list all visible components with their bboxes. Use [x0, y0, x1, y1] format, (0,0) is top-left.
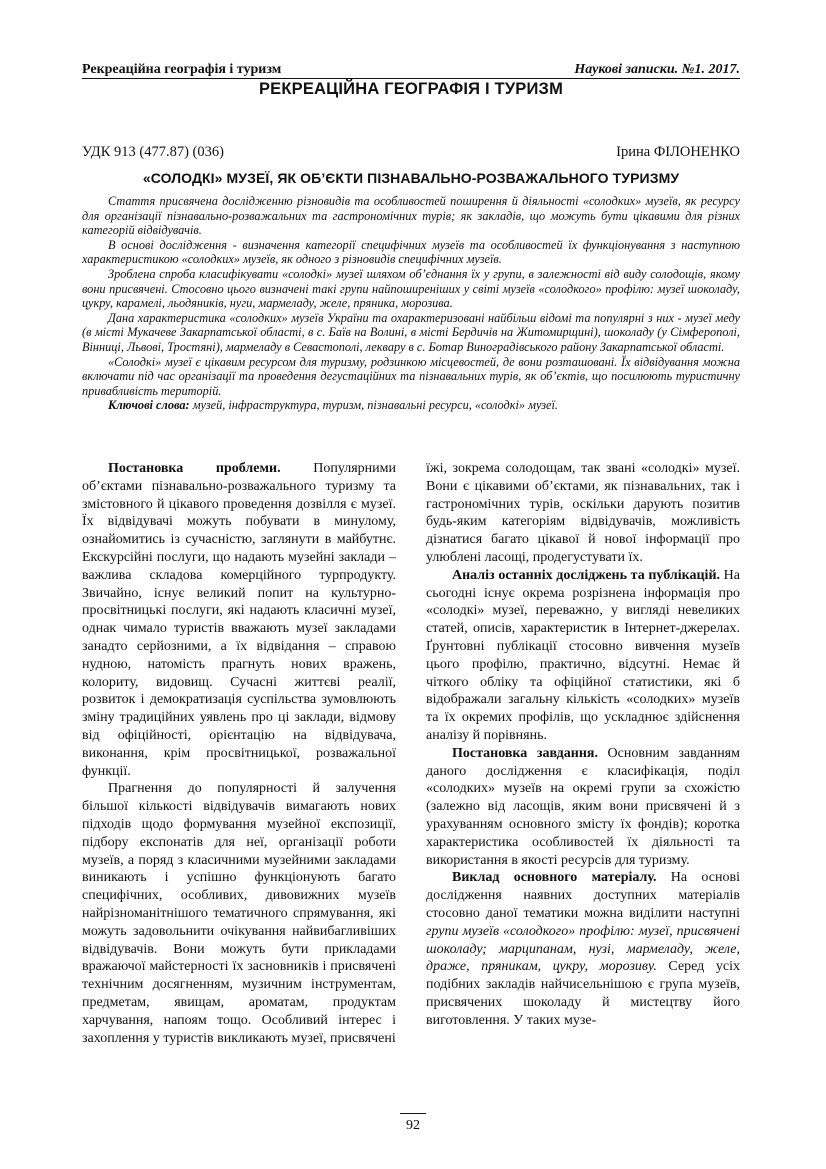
paragraph-heading: Постановка проблеми.: [108, 461, 281, 476]
abstract-paragraph: В основі дослідження - визначення категорії специфічних музеїв та особливостей їх функціонування з наступною характеристикою «солодких» музеїв, як одного з різновидів специфічних музеїв.: [82, 237, 740, 267]
abstract: [82, 194, 740, 413]
body-columns: [82, 460, 740, 1047]
paragraph-heading: Виклад основного матеріалу.: [452, 870, 657, 886]
footer-rule: [400, 1113, 426, 1114]
running-head-journal: Наукові записки. №1. 2017.: [574, 62, 740, 77]
body-paragraph: [426, 869, 740, 1029]
right-column: [426, 460, 740, 1047]
page-number: 92: [406, 1118, 420, 1133]
keywords-list: музей, інфраструктура, туризм, пізнавальні ресурси, «солодкі» музеї.: [189, 398, 559, 413]
abstract-paragraph: Зроблена спроба класифікувати «солодкі» музеї шляхом об’єднання їх у групи, в залежності від виду солодощів, якому вони присвячені. Стосовно цього визначені такі групи найпоширеніших у світі музеїв «солодкого» профілю: музеї шоколаду, цукру, карамелі, льодяників, нуги, мармеладу, желе, пряника, морозива.: [82, 266, 740, 311]
article-title: «СОЛОДКІ» МУЗЕЇ, ЯК ОБ’ЄКТИ ПІЗНАВАЛЬНО-РОЗВАЖАЛЬНОГО ТУРИЗМУ: [142, 170, 680, 186]
body-paragraph: [82, 460, 396, 780]
body-paragraph: Прагнення до популярності й залучення більшої кількості відвідувачів вимагають нових підходів щодо формування музейної експозиції, підбору експонатів для неї, організації роботи музеїв, а поряд з класичними музейними закладами виникають і успішно функціонують багато специфічних, особливих, дивовижних музеїв найрізноманітнішого тематичного спрямування, які можуть задовольнити очікування найвибагливіших відвідувачів. Вони можуть бути прикладами вражаючої майстерності їх засновників і присвячені технічним досягненням, музичним інструментам, предметам, явищам, ароматам, продуктам харчування, напоям тощо. Особливий інтерес і захоплення у туристів викликають музеї, присвячені: [82, 781, 396, 1046]
left-column: [82, 460, 396, 1047]
udc-code: УДК 913 (477.87) (036): [82, 144, 224, 160]
paragraph-heading: Постановка завдання.: [452, 745, 598, 761]
paragraph-heading: Аналіз останніх досліджень та публікацій.: [452, 567, 721, 583]
keywords-label: Ключові слова:: [108, 398, 190, 413]
body-paragraph-continued: їжі, зокрема солодощам, так звані «солодкі» музеї. Вони є цікавими об’єктами, як пізнавальних, так і гастрономічних турів, оскільки дарують позитив будь-яким категоріям відвідувачів, можливість дізнатися багато цікавої й нової інформації про улюблені ласощі, продегустувати їх.: [426, 461, 740, 565]
abstract-paragraph: Дана характеристика «солодких» музеїв України та охарактеризовані найбільш відомі та популярні з них - музеї меду (в місті Мукачеве Закарпатської області, в с. Баїв на Волині, в місті Бердичів на Житомирщині), шоколаду (у Сімферополі, Вінниці, Львові, Тростяні), мармеладу в Севастополі, леквару в с. Ботар Виноградівського району Закарпатської області.: [82, 310, 740, 354]
abstract-paragraph: Стаття присвячена дослідженню різновидів та особливостей поширення й діяльності «солодких» музеїв, як ресурсу для організації пізнавально-розважальних та гастрономічних турів; як закладів, що можуть бути цікавими для різних категорій відвідувачів.: [82, 194, 740, 238]
running-head-section: Рекреаційна географія і туризм: [82, 62, 282, 77]
author-name: Ірина ФІЛОНЕНКО: [616, 144, 740, 160]
abstract-paragraph: «Солодкі» музеї є цікавим ресурсом для туризму, родзинкою місцевостей, де вони розташовані. Їх відвідування можна включати під час організації та проведення дегустаційних та пізнавальних турів, як об’єктів, що посилюють туристичну привабливість територій.: [82, 354, 740, 398]
paragraph-text: Основним завданням даного дослідження є класифікація, поділ «солодких» музеїв на окремі групи за схожістю (залежно від ласощів, яким вони присвячені й з урахуванням основного змісту їх фондів); коротка характеристика особливостей їх діяльності та використання в якості ресурсів для туризму.: [426, 745, 740, 868]
paragraph-text: Популярними об’єктами пізнавально-розважального туризму та змістовного й цікавого проведення дозвілля є музеї. Їх відвідувачі можуть побувати в минулому, ознайомитись із сучасністю, заглянути в майбутнє. Екскурсійні послуги, що надають музейні заклади – важлива складова комерційного турпродукту. Звичайно, існує великий попит на культурно-просвітницькі послуги, які надають класичні музеї, однак чимало туристів вважають музеї закладами занадто серйозними, а їх відвідання – справою нудною, натомість прагнуть нових вражень, колориту, видовищ. Сучасні життєві реалії, розвиток і демократизація суспільства зумовлюють зміну традиційних уявлень про ці заклади, відмову від офіційності, орієнтацію на відвідувача, виконання, крім просвітницької, розважальної функції.: [82, 461, 396, 779]
section-title: РЕКРЕАЦІЙНА ГЕОГРАФІЯ І ТУРИЗМ: [258, 80, 564, 98]
running-head: [82, 61, 740, 79]
article-meta: [82, 144, 740, 161]
paragraph-text: На основі дослідження наявних доступних матеріалів стосовно даної тематики можна виділити наступні: [426, 870, 740, 921]
paragraph-text: На сьогодні існує окрема розрізнена інформація про «солодкі» музеї, переважно, у вигляді невеликих статей, описів, характеристик в Інтернет-джерелах. Ґрунтовні публікації стосовно вивчення музеїв цього профілю, практично, відсутні. Немає й чіткого обліку та офіційної статистики, які б відображали загальну кількість «солодких» музеїв та їх окремих профілів, що ускладнює здійснення аналізу й порівнянь.: [426, 567, 741, 743]
paragraph-emphasis: групи музеїв «солодкого» профілю: музеї, присвячені шоколаду; марципанам, нузі, мармеладу, желе, драже, пряникам, цукру, морозиву.: [426, 923, 740, 975]
body-paragraph: [426, 745, 740, 870]
body-paragraph: [426, 567, 740, 745]
keywords: [82, 398, 740, 413]
paragraph-text: Серед усіх подібних закладів найчисельнішою є група музеїв, присвячених шоколаду й мистецтву його виготовлення. У таких музе-: [426, 959, 740, 1028]
